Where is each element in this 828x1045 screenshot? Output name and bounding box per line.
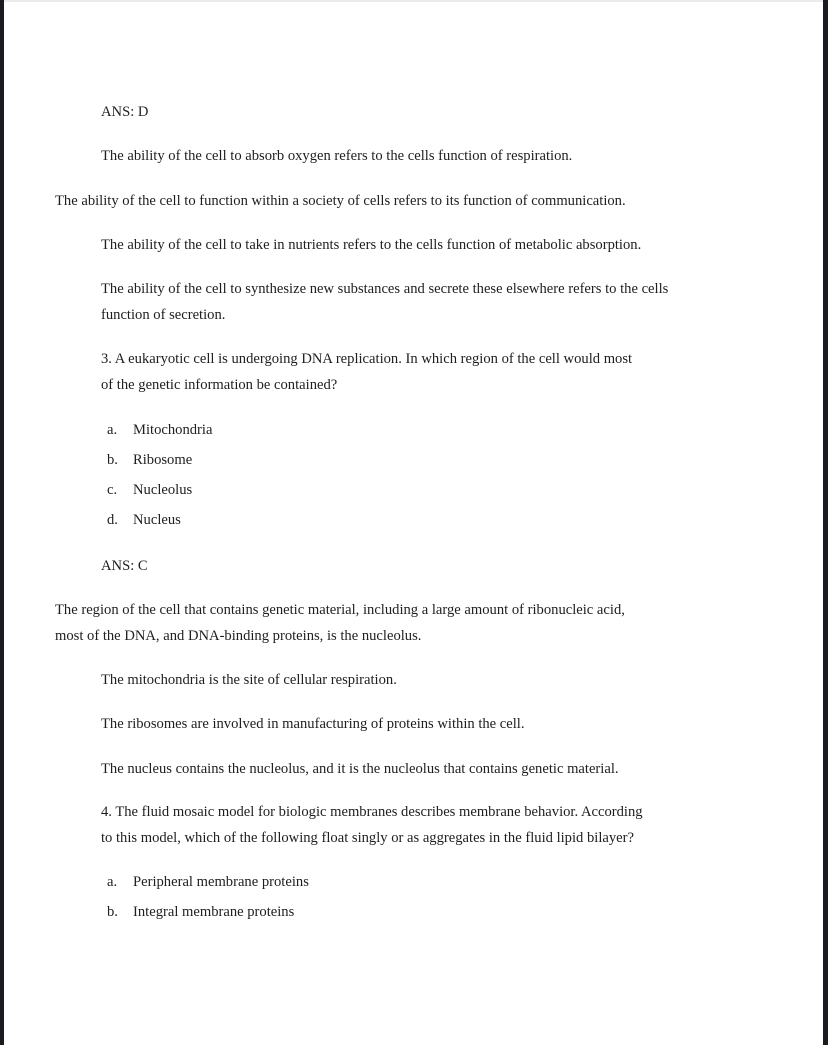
question-4-line-1: 4. The fluid mosaic model for biologic membranes describes membrane behavior. According [101, 804, 643, 820]
question-3-text [101, 346, 632, 398]
option-letter: b. [107, 904, 118, 920]
question-3-line-2: of the genetic information be contained? [101, 377, 338, 393]
rationale-mitochondria: The mitochondria is the site of cellular respiration. [101, 672, 397, 688]
option-label: Nucleolus [133, 482, 193, 498]
rationale-secretion [101, 276, 668, 328]
right-edge-bar [823, 0, 828, 1045]
option-label: Peripheral membrane proteins [133, 874, 309, 890]
question-4-option-a [107, 869, 309, 895]
option-letter: c. [107, 482, 118, 498]
question-4-line-2: to this model, which of the following float singly or as aggregates in the fluid lipid bilayer? [101, 830, 634, 846]
option-label: Mitochondria [133, 422, 213, 438]
option-letter: a. [107, 874, 118, 890]
rationale-nucleus: The nucleus contains the nucleolus, and it is the nucleolus that contains genetic material. [101, 761, 619, 777]
option-label: Ribosome [133, 452, 193, 468]
rationale-ribosomes: The ribosomes are involved in manufacturing of proteins within the cell. [101, 716, 525, 732]
question-3-option-d [107, 507, 181, 533]
question-4-option-b [107, 899, 294, 925]
rationale-secretion-line-2: function of secretion. [101, 307, 226, 323]
option-label: Integral membrane proteins [133, 904, 295, 920]
rationale-nucleolus-line-1: The region of the cell that contains genetic material, including a large amount of ribonucleic acid, [55, 602, 625, 618]
answer-label-question-3: ANS: C [101, 558, 148, 574]
rationale-secretion-line-1: The ability of the cell to synthesize new substances and secrete these elsewhere refers to the cells [101, 281, 669, 297]
question-4-text [101, 799, 643, 851]
rationale-respiration: The ability of the cell to absorb oxygen refers to the cells function of respiration. [101, 148, 573, 164]
question-3-option-a [107, 417, 212, 443]
rationale-communication: The ability of the cell to function within a society of cells refers to its function of communication. [55, 193, 626, 209]
question-3-line-1: 3. A eukaryotic cell is undergoing DNA replication. In which region of the cell would most [101, 351, 633, 367]
rationale-nucleolus-line-2: most of the DNA, and DNA-binding proteins, is the nucleolus. [55, 628, 422, 644]
option-letter: a. [107, 422, 118, 438]
answer-label-previous-question: ANS: D [101, 104, 149, 120]
question-3-option-b [107, 447, 192, 473]
option-letter: d. [107, 512, 118, 528]
option-label: Nucleus [133, 512, 181, 528]
left-edge-bar [0, 0, 4, 1045]
top-edge-line [4, 0, 823, 2]
question-3-option-c [107, 477, 192, 503]
option-letter: b. [107, 452, 118, 468]
rationale-nucleolus [55, 597, 625, 649]
rationale-metabolic-absorption: The ability of the cell to take in nutrients refers to the cells function of metabolic absorption. [101, 237, 642, 253]
